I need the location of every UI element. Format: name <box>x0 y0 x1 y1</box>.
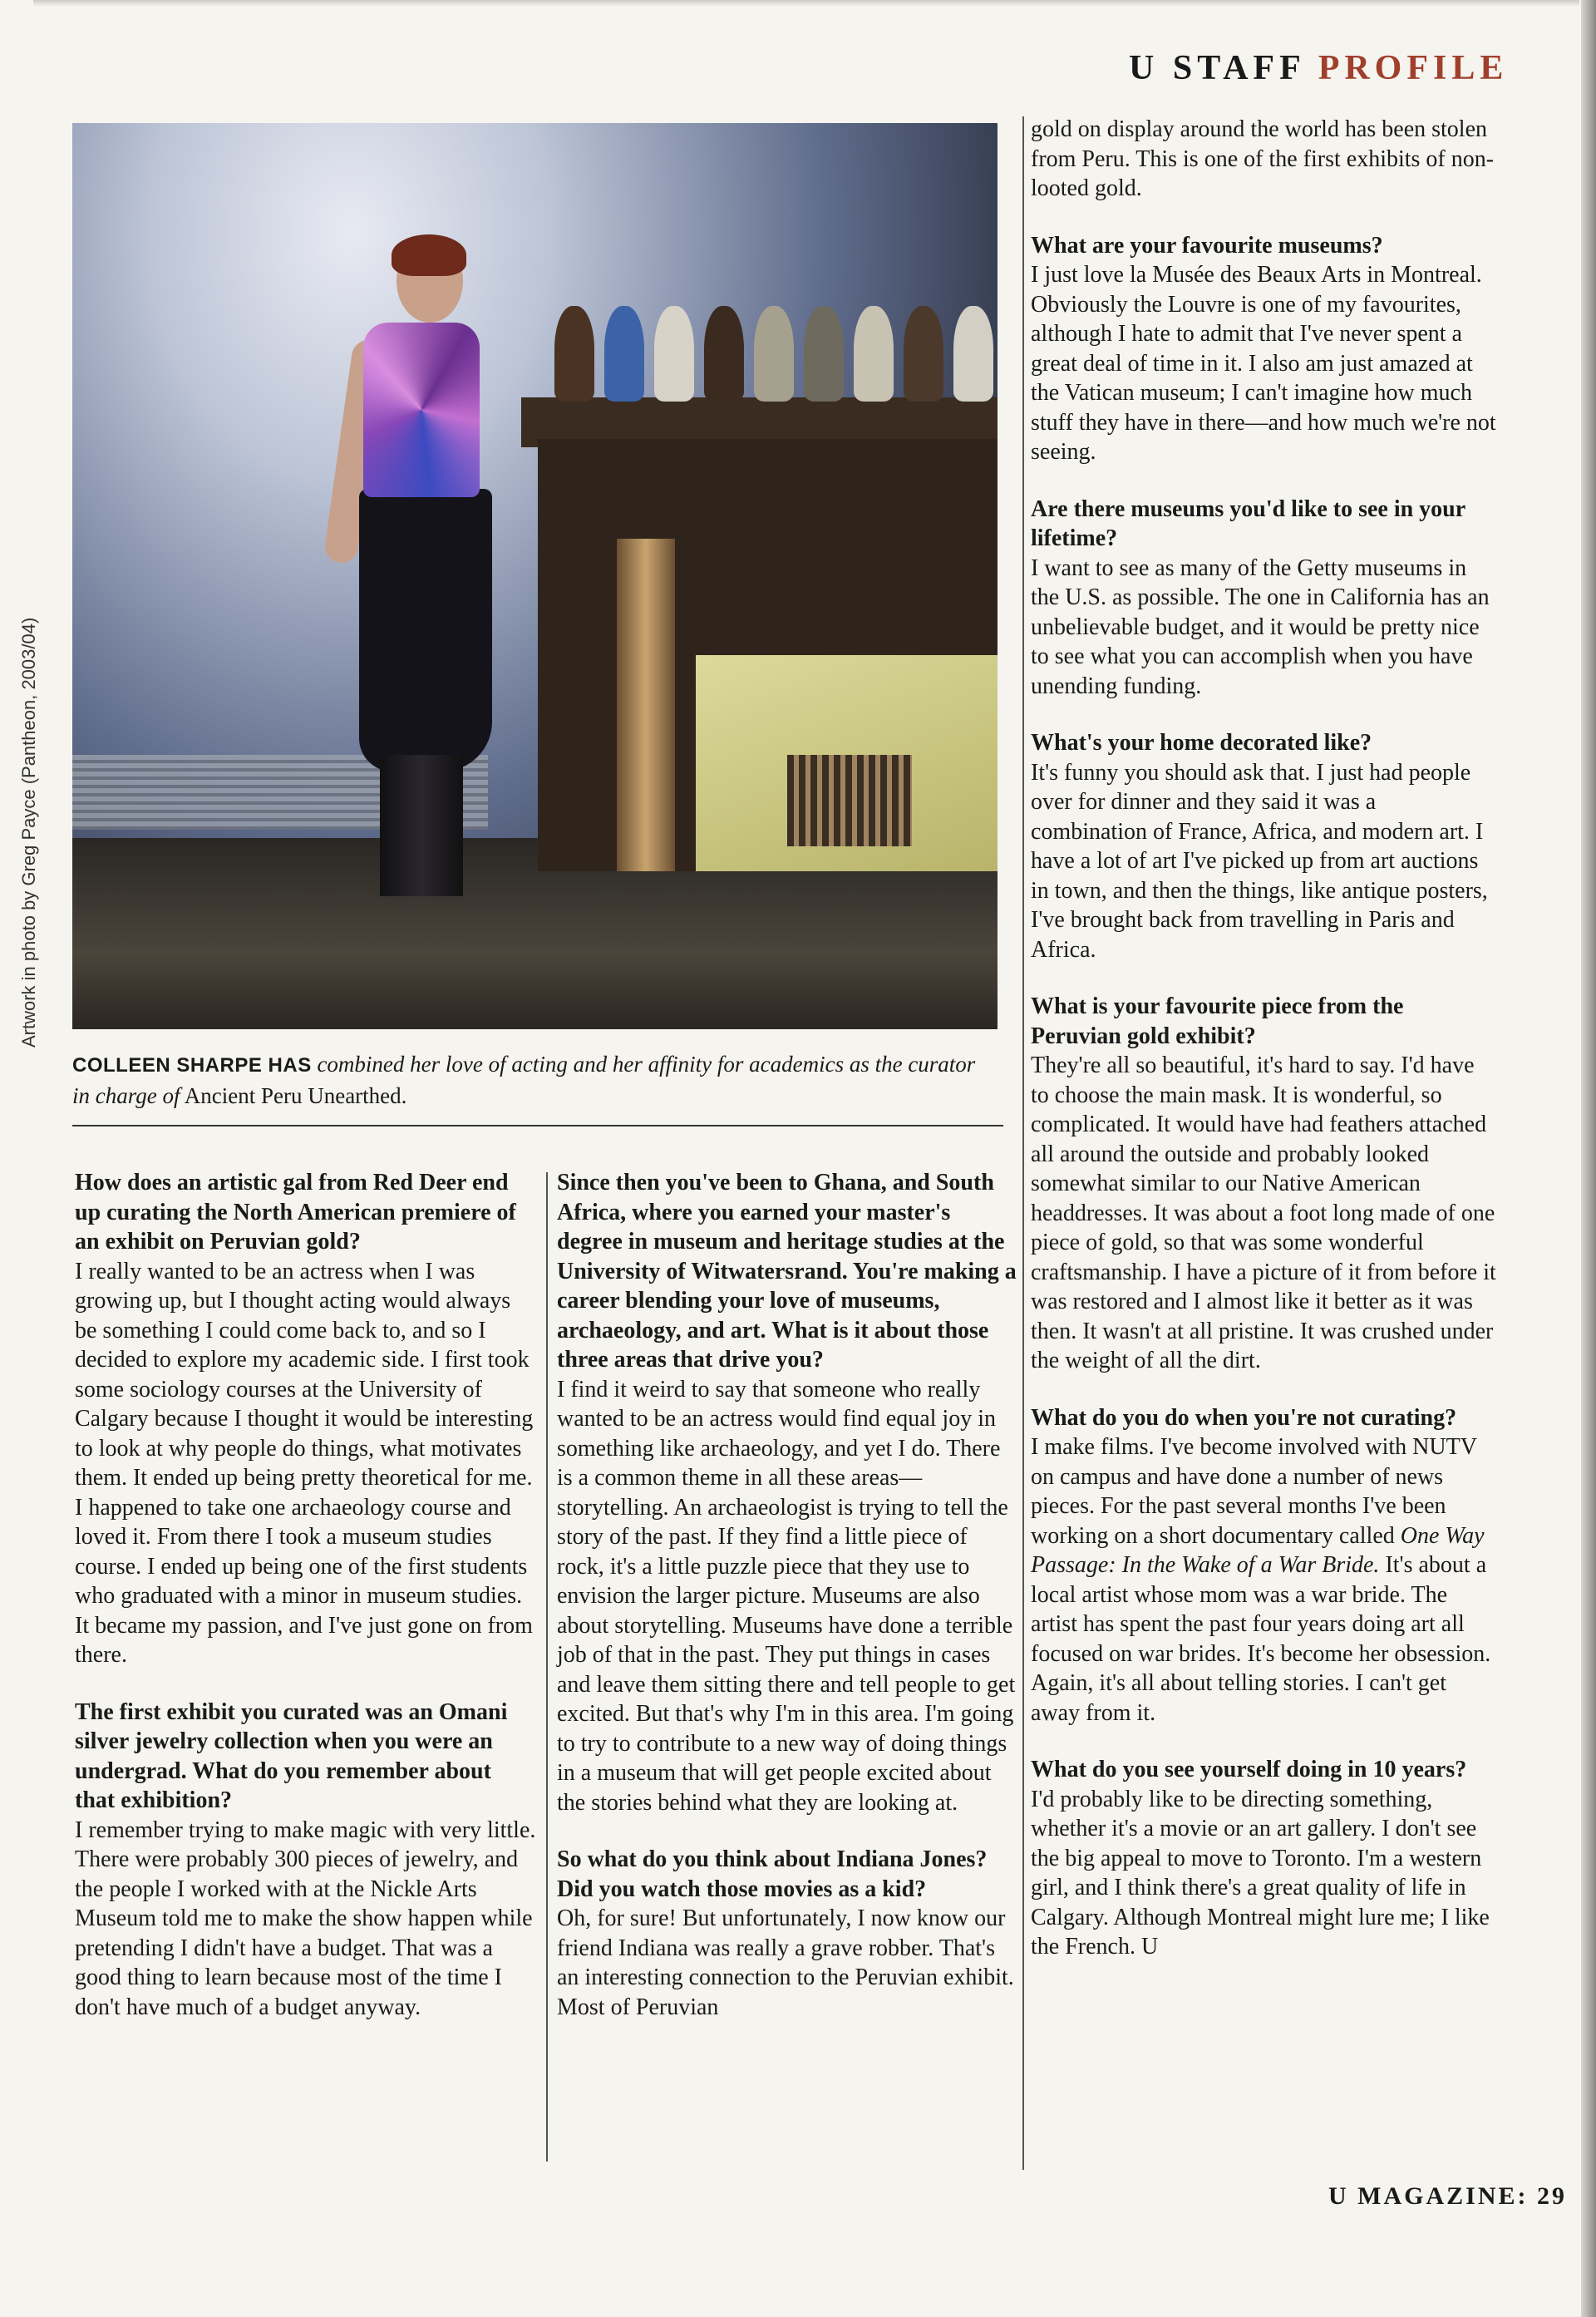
caption-rule <box>72 1125 1003 1126</box>
photo-credit: Artwork in photo by Greg Payce (Pantheon, 2003/04) <box>18 617 39 1048</box>
header-staff: STAFF <box>1172 49 1305 87</box>
qa-item <box>1031 1403 1496 1728</box>
answer: It's funny you should ask that. I just had people over for dinner and they said it was a combination of France, Africa, and modern art. I have a lot of art I've picked up from art auctions in town, and then the things, like antique posters, I've brought back from travelling in Paris and Africa. <box>1031 759 1488 963</box>
photo-vase <box>953 306 993 402</box>
qa-item <box>557 1168 1018 1817</box>
section-header <box>1129 48 1508 88</box>
photo-vase <box>654 306 694 402</box>
answer-cont: It's about a local artist whose mom was a war bride. The artist has spent the past four years doing art all focused on war brides. It's become her obsession. Again, it's all about telling stories. I can't get away from it. <box>1031 1552 1491 1726</box>
answer: I remember trying to make magic with very little. There were probably 300 pieces of jewelry, and the people I worked with at the Nickle Arts Museum told me to make the show happen while pretending I didn't have a budget. That was a good thing to learn because most of the time I don't have much of a budget anyway. <box>75 1817 536 2020</box>
portrait-photo <box>72 123 998 1029</box>
photo-vase <box>904 306 943 402</box>
page-footer <box>1328 2182 1567 2211</box>
question: The first exhibit you curated was an Omani silver jewelry collection when you were an undergrad. What do you remember about that exhibition? <box>75 1698 508 1813</box>
answer: I really wanted to be an actress when I was growing up, but I thought acting would always be something I could come back to, and so I decided to explore my academic side. I first took some sociology courses at the University of Calgary because I thought it would be interesting to look at why people do things, what motivates them. It ended up being pretty theoretical for me. I happened to take one archaeology course and loved it. From there I took a museum studies course. I ended up being one of the first students who graduated with a minor in museum studies. It became my passion, and I've just gone on from there. <box>75 1258 534 1668</box>
qa-item <box>1031 231 1496 467</box>
column-3 <box>1031 115 1496 1989</box>
question: What's your home decorated like? <box>1031 730 1372 756</box>
column-divider <box>546 1172 548 2162</box>
photo-fireplace <box>538 439 998 871</box>
header-u: U <box>1129 49 1160 87</box>
caption-exhibit: Ancient Peru Unearthed. <box>184 1083 407 1108</box>
question: What do you see yourself doing in 10 years? <box>1031 1757 1467 1782</box>
end-mark: U <box>1140 1934 1159 1960</box>
page-number: 29 <box>1537 2182 1567 2210</box>
answer: I just love la Musée des Beaux Arts in Montreal. Obviously the Louvre is one of my favourites, although I hate to admit that I've never spent a great deal of time in it. I also am just amazed at the Vatican museum; I can't imagine how much stuff they have in there—and how much we're not seeing. <box>1031 262 1496 465</box>
column-divider <box>1022 116 1024 2170</box>
question: What do you do when you're not curating? <box>1031 1404 1457 1431</box>
answer: Oh, for sure! But unfortunately, I now know our friend Indiana was really a grave robber. That's an interesting connection to the Peruvian exhibit. Most of Peruvian <box>557 1905 1014 2020</box>
column-1 <box>75 1168 536 2049</box>
qa-item <box>1031 728 1496 964</box>
question: Are there museums you'd like to see in your lifetime? <box>1031 495 1465 551</box>
qa-item <box>1031 1755 1496 1962</box>
caption-text: combined her love of acting and her affinity for academics as the curator in charge of <box>72 1052 976 1108</box>
page-top-edge <box>33 0 1579 7</box>
qa-item <box>75 1168 536 1670</box>
question: What is your favourite piece from the Peruvian gold exhibit? <box>1031 993 1404 1049</box>
column-2 <box>557 1168 1018 2049</box>
photo-vase <box>604 306 644 402</box>
photo-figure <box>330 239 521 905</box>
answer: I make films. I've become involved with NUTV on campus and have done a number of news pieces. For the past several months I've been working on a short documentary called <box>1031 1434 1477 1549</box>
photo-vase <box>804 306 844 402</box>
photo-caption <box>72 1049 998 1112</box>
photo-vase <box>754 306 794 402</box>
caption-lead: COLLEEN SHARPE HAS <box>72 1054 312 1077</box>
question: So what do you think about Indiana Jones? Did you watch those movies as a kid? <box>557 1846 988 1902</box>
photo-vase <box>704 306 744 402</box>
photo-vase <box>854 306 894 402</box>
qa-item <box>75 1698 536 2023</box>
answer: I find it weird to say that someone who really wanted to be an actress would find equal joy in something like archaeology, and yet I do. There is a common theme in all these areas—storytelling. An archaeologist is trying to tell the story of the past. If they find a little piece of rock, it's a little puzzle piece that they use to envision the larger picture. Museums are also about storytelling. Museums have done a terrible job of that in the past. They put things in cases and leave them sitting there and tell people to get excited. But that's why I'm in this area. I'm going to try to contribute to a new way of doing things in a museum that will get people excited about the stories behind what they are looking at. <box>557 1376 1016 1816</box>
header-profile: PROFILE <box>1318 49 1509 87</box>
footer-magazine: U MAGAZINE: <box>1328 2182 1529 2210</box>
qa-item <box>1031 992 1496 1376</box>
continuation-text: gold on display around the world has been stolen from Peru. This is one of the first exhibits of non-looted gold. <box>1031 116 1495 201</box>
photo-vase <box>554 306 594 402</box>
qa-item <box>1031 495 1496 702</box>
answer: I want to see as many of the Getty museums in the U.S. as possible. The one in California has an unbelievable budget, and it would be pretty nice to see what you can accomplish when you have unending funding. <box>1031 555 1490 699</box>
answer: They're all so beautiful, it's hard to say. I'd have to choose the main mask. It is wonderful, so complicated. It would have had feathers attached all around the outside and probably looked somewhat similar to our Native American headdresses. It was about a foot long made of one piece of gold, so that was some wonderful craftsmanship. I have a picture of it from before it was restored and I almost like it better as it was then. It wasn't at all pristine. It was crushed under the weight of all the dirt. <box>1031 1053 1496 1373</box>
question: What are your favourite museums? <box>1031 232 1383 259</box>
page-binding-edge <box>1581 0 1596 2317</box>
question: How does an artistic gal from Red Deer end up curating the North American premiere of an exhibit on Peruvian gold? <box>75 1170 516 1255</box>
question: Since then you've been to Ghana, and South Africa, where you earned your master's degree in museum and heritage studies at the University of Witwatersrand. You're making a career blending your love of museums, archaeology, and art. What is it about those three areas that drive you? <box>557 1170 1017 1373</box>
qa-item <box>557 1845 1018 2022</box>
film-title: One Way Passage: In the Wake of a War Bride. <box>1031 1522 1485 1578</box>
answer: I'd probably like to be directing something, whether it's a movie or an art gallery. I don't see the big appeal to move to Toronto. I'm a western girl, and I think there's a great quality of life in Calgary. Although Montreal might lure me; I like the French. <box>1031 1786 1490 1960</box>
